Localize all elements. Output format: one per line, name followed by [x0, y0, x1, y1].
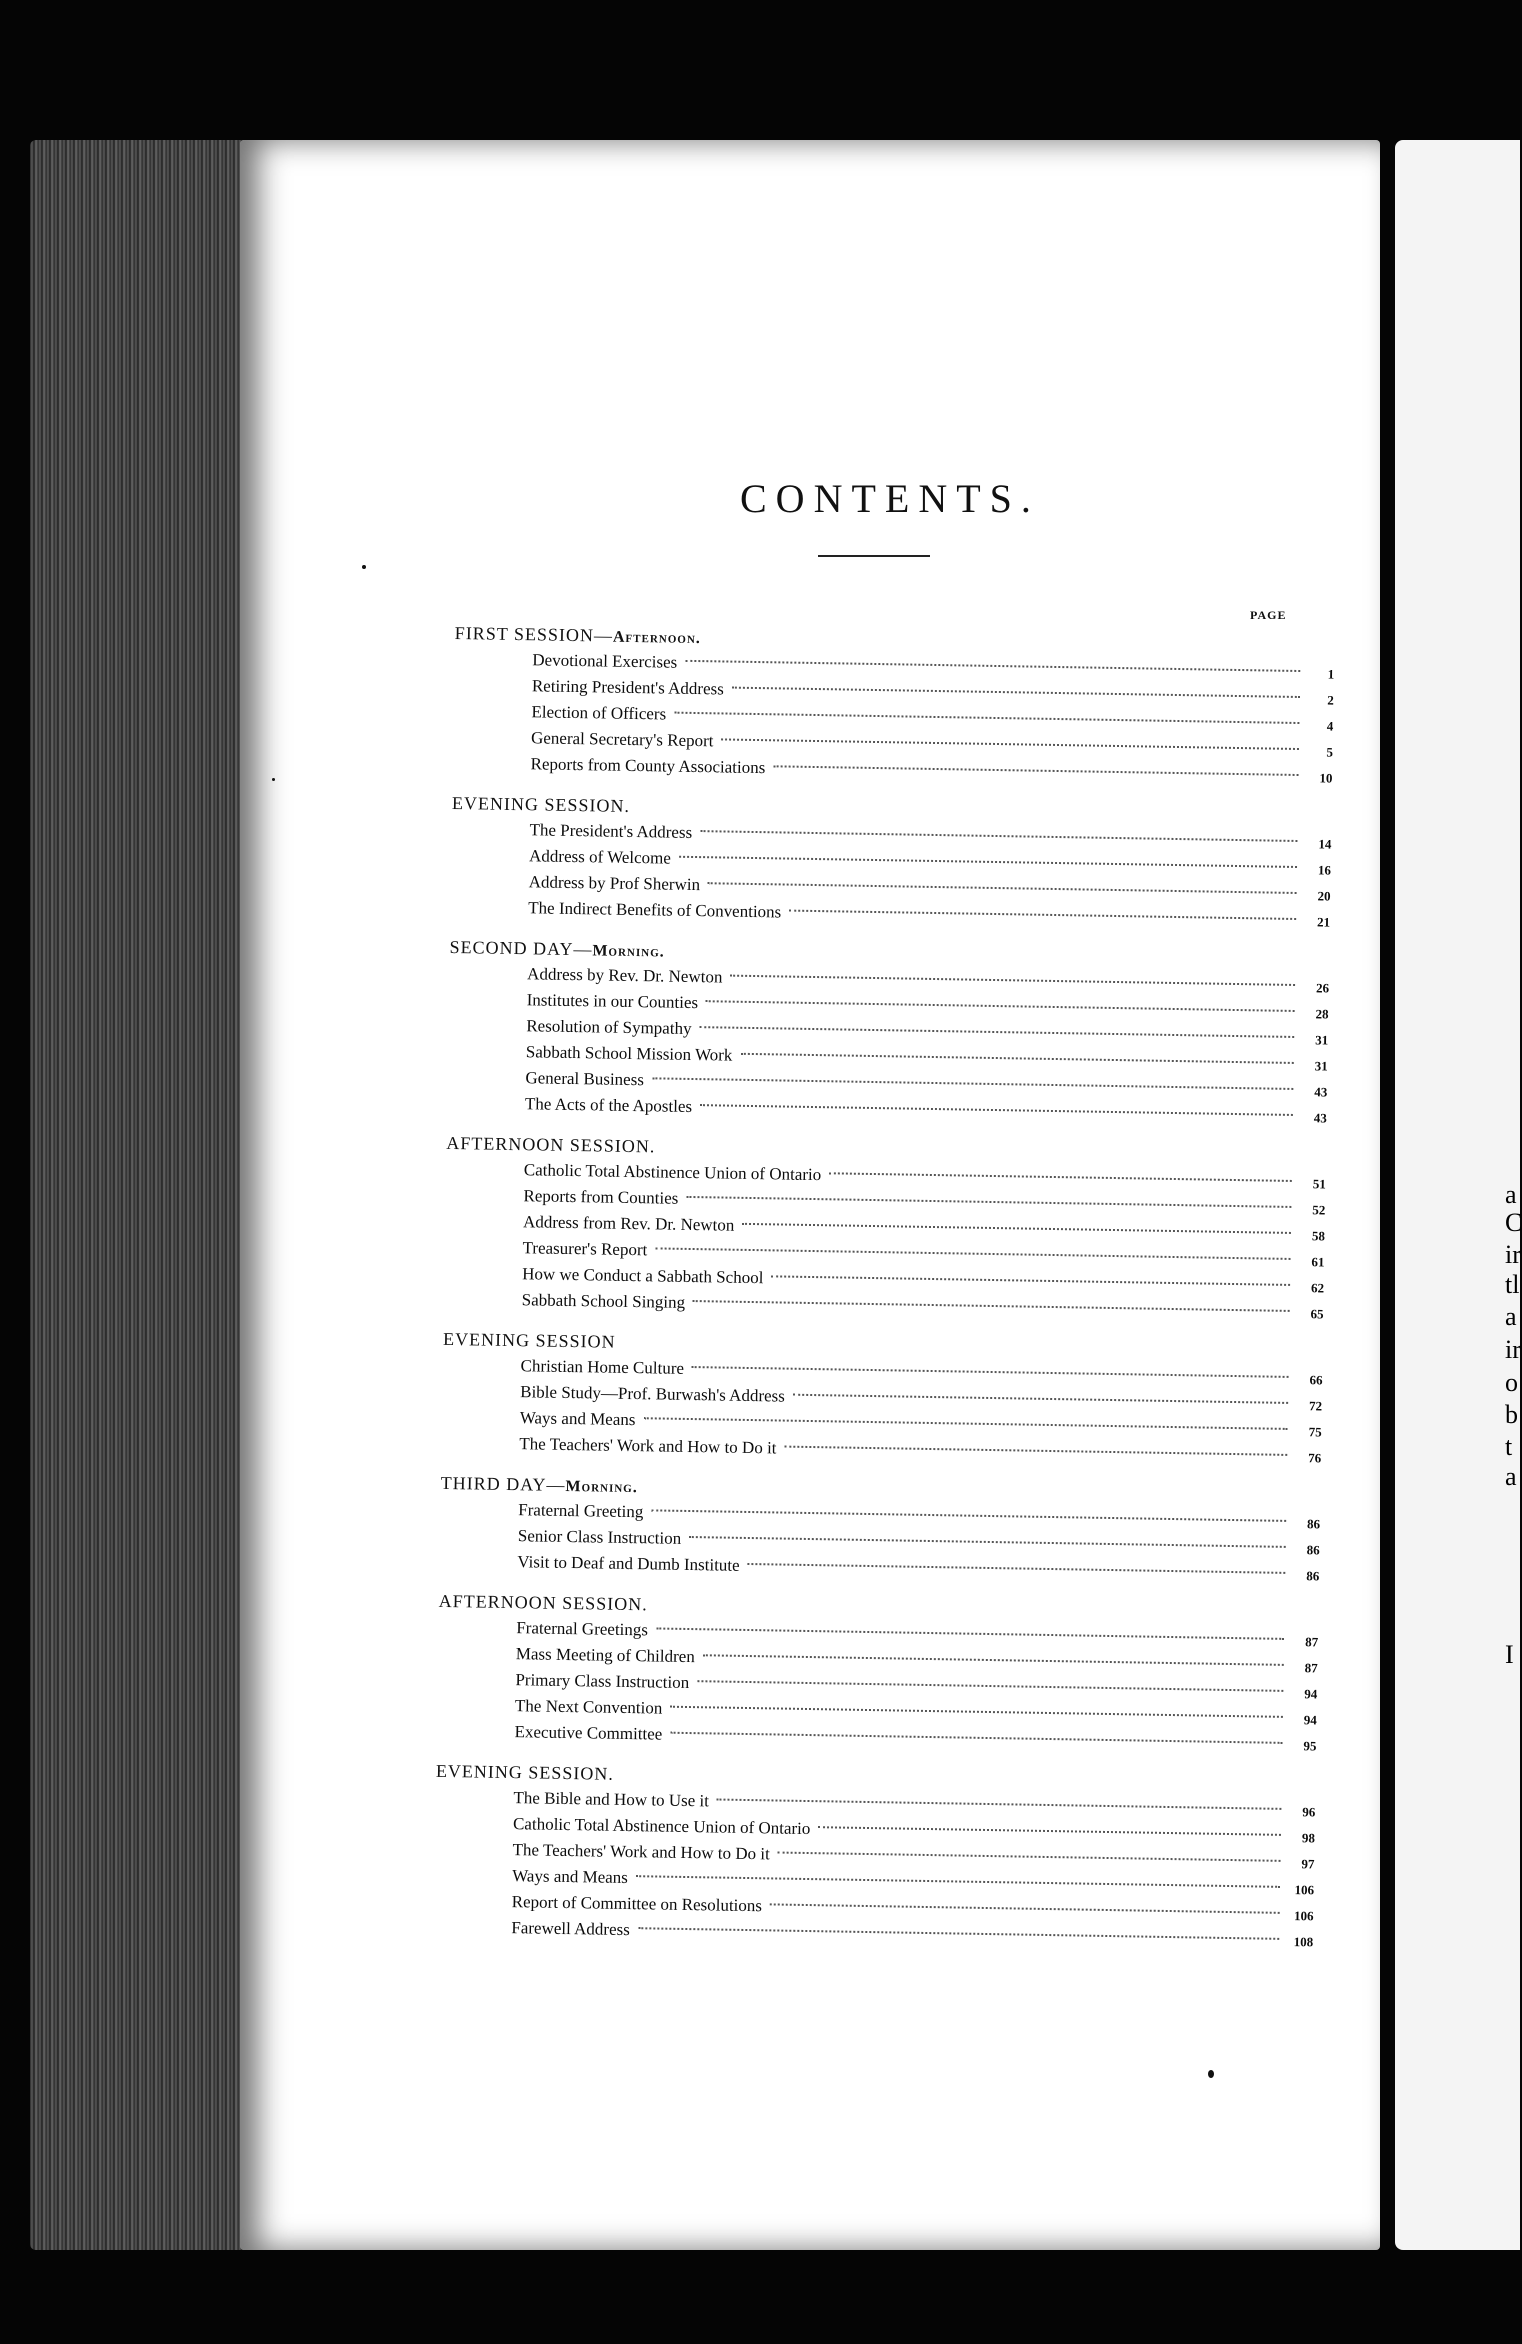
entry-page-number: 96 — [1302, 1804, 1316, 1820]
dot-leader — [655, 1247, 1290, 1260]
entry-title: The Bible and How to Use it — [513, 1788, 710, 1811]
entry-title: Resolution of Sympathy — [526, 1016, 692, 1038]
toc-section — [439, 1470, 1321, 1589]
dot-leader — [771, 1275, 1290, 1286]
section-heading-text: THIRD DAY— — [440, 1472, 566, 1495]
dot-leader — [652, 1077, 1293, 1090]
entry-page-number: 95 — [1303, 1738, 1317, 1754]
entry-title: Visit to Deaf and Dumb Institute — [517, 1552, 740, 1575]
facing-page-letter: ir — [1505, 1335, 1521, 1364]
page-column-label: PAGE — [1250, 608, 1287, 622]
dot-leader — [670, 1706, 1283, 1718]
entry-page-number: 72 — [1308, 1398, 1323, 1414]
dot-leader — [770, 1903, 1280, 1913]
dot-leader — [643, 1417, 1287, 1430]
dot-leader — [721, 738, 1299, 750]
section-heading-text: EVENING SESSION. — [435, 1760, 615, 1784]
section-heading-text: EVENING SESSION — [442, 1328, 616, 1352]
entry-page-number: 20 — [1317, 888, 1331, 904]
entry-title: Senior Class Instruction — [517, 1526, 682, 1548]
entry-title: Sabbath School Mission Work — [525, 1042, 733, 1065]
entry-title: Fraternal Greeting — [518, 1500, 644, 1522]
section-heading-text: EVENING SESSION. — [451, 792, 631, 816]
entry-page-number: 106 — [1294, 1882, 1315, 1898]
dot-leader — [703, 1654, 1284, 1666]
dot-leader — [674, 712, 1299, 724]
entry-page-number: 87 — [1304, 1660, 1318, 1676]
dot-leader — [785, 1446, 1288, 1456]
entry-title: General Secretary's Report — [530, 728, 714, 751]
page-title: CONTENTS. — [740, 475, 1040, 521]
dot-leader — [638, 1927, 1279, 1940]
ink-speck — [1208, 2070, 1214, 2078]
facing-page-letter: t — [1505, 1432, 1513, 1461]
dot-leader — [651, 1509, 1286, 1522]
facing-page-letter: a — [1505, 1302, 1517, 1331]
entry-title: Reports from Counties — [523, 1186, 679, 1208]
entry-page-number: 5 — [1326, 744, 1334, 760]
entry-title: Bible Study—Prof. Burwash's Address — [520, 1382, 786, 1406]
entry-page-number: 43 — [1314, 1084, 1328, 1100]
entry-page-number: 21 — [1316, 914, 1331, 930]
section-heading-text: AFTERNOON SESSION. — [446, 1132, 656, 1157]
dot-leader — [686, 1196, 1291, 1208]
entry-page-number: 2 — [1327, 692, 1334, 708]
dot-leader — [693, 1300, 1290, 1312]
dot-leader — [700, 1026, 1295, 1038]
entry-title: Farewell Address — [511, 1918, 630, 1940]
section-heading-text: FIRST SESSION— — [454, 622, 614, 646]
entry-page-number: 97 — [1301, 1856, 1315, 1872]
entry-page-number: 31 — [1315, 1032, 1329, 1048]
entry-title: Treasurer's Report — [522, 1238, 648, 1260]
toc-section — [433, 1758, 1316, 1955]
entry-page-number: 51 — [1312, 1176, 1326, 1192]
entry-title: Catholic Total Abstinence Union of Ontario — [523, 1160, 822, 1185]
dot-leader — [773, 765, 1298, 776]
entry-title: Election of Officers — [531, 702, 667, 724]
ink-speck — [362, 565, 366, 569]
dot-leader — [732, 687, 1300, 698]
title-rule — [818, 555, 930, 557]
entry-page-number: 66 — [1309, 1372, 1323, 1388]
facing-page-letter: I — [1505, 1640, 1514, 1669]
entry-title: The Teachers' Work and How to Do it — [519, 1434, 777, 1458]
toc-section — [441, 1326, 1323, 1471]
toc-section — [436, 1588, 1318, 1759]
entry-title: Devotional Exercises — [532, 650, 678, 672]
toc-section — [444, 1130, 1327, 1327]
entry-title: The President's Address — [529, 820, 693, 842]
facing-page-fragment — [1395, 140, 1520, 2250]
entry-page-number: 16 — [1317, 862, 1332, 878]
dot-leader — [778, 1852, 1281, 1862]
entry-title: Ways and Means — [512, 1866, 629, 1888]
entry-page-number: 87 — [1305, 1634, 1319, 1650]
entry-title: Mass Meeting of Children — [515, 1644, 695, 1667]
dot-leader — [697, 1680, 1283, 1692]
section-heading-text: AFTERNOON SESSION. — [438, 1590, 648, 1615]
entry-page-number: 4 — [1326, 718, 1334, 734]
dot-leader — [740, 1053, 1293, 1064]
entry-page-number: 106 — [1294, 1908, 1314, 1924]
toc-section — [450, 790, 1332, 935]
table-of-contents — [433, 620, 1335, 1968]
facing-page-letter: a — [1505, 1462, 1517, 1491]
section-subheading: Morning. — [565, 1477, 638, 1497]
entry-title: Address by Prof Sherwin — [528, 872, 701, 895]
entry-title: Catholic Total Abstinence Union of Ontario — [512, 1814, 811, 1839]
entry-page-number: 52 — [1312, 1202, 1326, 1218]
entry-title: How we Conduct a Sabbath School — [522, 1264, 764, 1288]
dot-leader — [670, 1732, 1282, 1744]
book-page-edges — [30, 140, 250, 2250]
dot-leader — [692, 1366, 1289, 1378]
entry-page-number: 10 — [1319, 770, 1333, 786]
entry-page-number: 108 — [1293, 1934, 1314, 1950]
entry-page-number: 26 — [1315, 980, 1330, 996]
entry-page-number: 94 — [1304, 1686, 1318, 1702]
entry-page-number: 75 — [1308, 1424, 1322, 1440]
entry-title: The Next Convention — [514, 1696, 663, 1718]
entry-page-number: 1 — [1327, 666, 1335, 682]
dot-leader — [700, 830, 1297, 842]
entry-title: Report of Committee on Resolutions — [511, 1892, 763, 1916]
entry-page-number: 86 — [1307, 1516, 1321, 1532]
dot-leader — [708, 882, 1297, 894]
dot-leader — [818, 1826, 1281, 1836]
entry-title: The Indirect Benefits of Conventions — [528, 898, 782, 922]
facing-page-letter: o — [1505, 1368, 1518, 1397]
dot-leader — [706, 1000, 1295, 1012]
entry-page-number: 65 — [1310, 1306, 1324, 1322]
entry-page-number: 43 — [1313, 1110, 1327, 1126]
entry-title: Christian Home Culture — [520, 1356, 685, 1378]
dot-leader — [730, 975, 1295, 986]
facing-page-letter: ir — [1505, 1240, 1521, 1269]
dot-leader — [742, 1223, 1291, 1234]
entry-page-number: 58 — [1311, 1228, 1326, 1244]
facing-page-letter: C — [1505, 1208, 1522, 1237]
entry-title: Ways and Means — [519, 1408, 636, 1430]
section-subheading: Afternoon. — [612, 628, 701, 648]
entry-page-number: 76 — [1308, 1450, 1322, 1466]
entry-page-number: 86 — [1306, 1568, 1320, 1584]
entry-title: Retiring President's Address — [531, 676, 725, 699]
entry-page-number: 62 — [1310, 1280, 1325, 1296]
entry-page-number: 14 — [1318, 836, 1332, 852]
dot-leader — [717, 1799, 1281, 1810]
entry-title: Primary Class Instruction — [515, 1670, 690, 1693]
entry-title: Executive Committee — [514, 1722, 663, 1744]
entry-page-number: 28 — [1315, 1006, 1329, 1022]
dot-leader — [789, 910, 1296, 920]
dot-leader — [689, 1536, 1286, 1548]
dot-leader — [636, 1875, 1280, 1888]
entry-page-number: 94 — [1303, 1712, 1318, 1728]
facing-page-letter: b — [1505, 1400, 1518, 1429]
dot-leader — [700, 1104, 1293, 1116]
section-subheading: Morning. — [592, 942, 665, 961]
facing-page-letter: tl — [1505, 1270, 1520, 1299]
facing-page-letter: a — [1505, 1180, 1517, 1209]
entry-title: Sabbath School Singing — [521, 1290, 686, 1312]
ink-speck — [272, 778, 275, 781]
toc-section — [447, 934, 1330, 1131]
dot-leader — [685, 660, 1300, 672]
entry-title: Address of Welcome — [528, 846, 672, 868]
entry-title: The Teachers' Work and How to Do it — [512, 1840, 770, 1864]
entry-title: Fraternal Greetings — [516, 1618, 649, 1640]
entry-title: General Business — [525, 1068, 645, 1090]
entry-title: Address from Rev. Dr. Newton — [522, 1212, 735, 1235]
dot-leader — [829, 1172, 1292, 1182]
dot-leader — [679, 856, 1297, 868]
entry-page-number: 31 — [1314, 1058, 1328, 1074]
toc-section — [452, 620, 1334, 791]
entry-title: The Acts of the Apostles — [524, 1094, 693, 1116]
entry-title: Institutes in our Counties — [526, 990, 699, 1013]
entry-page-number: 98 — [1301, 1830, 1316, 1846]
entry-title: Reports from County Associations — [530, 754, 766, 778]
entry-page-number: 61 — [1311, 1254, 1325, 1270]
dot-leader — [748, 1563, 1286, 1574]
entry-title: Address by Rev. Dr. Newton — [526, 964, 723, 987]
dot-leader — [656, 1627, 1284, 1639]
section-heading-text: SECOND DAY— — [449, 936, 593, 960]
entry-page-number: 86 — [1306, 1542, 1320, 1558]
dot-leader — [793, 1394, 1288, 1404]
